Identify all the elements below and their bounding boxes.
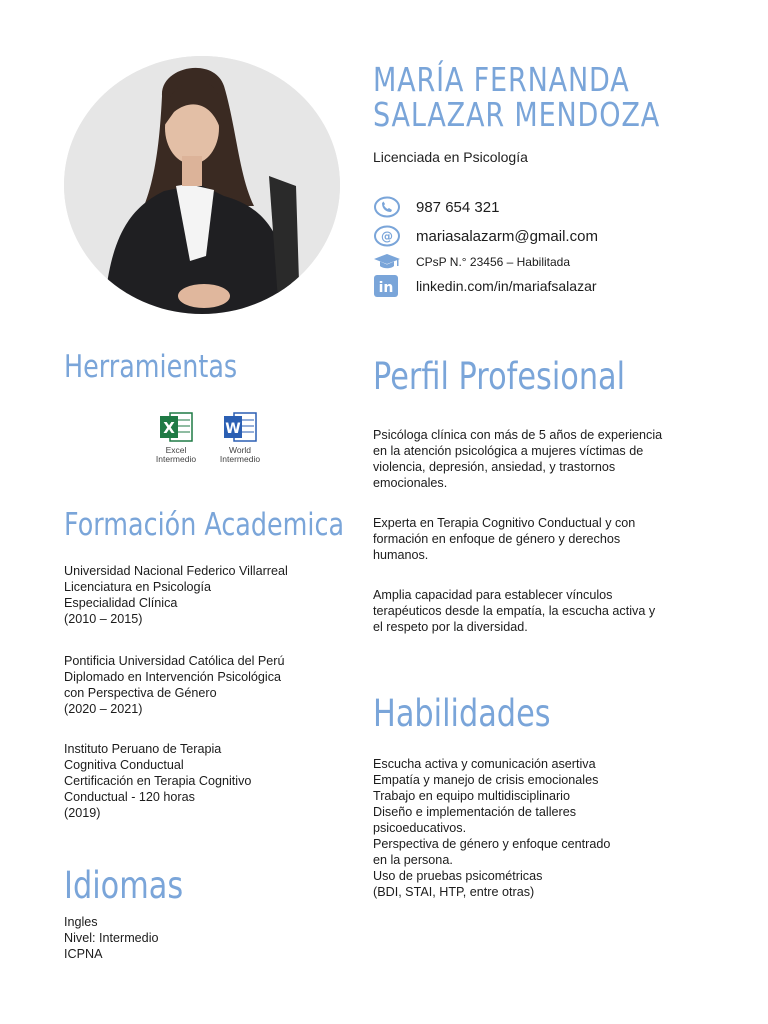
profile-paragraph-1: Psicóloga clínica con más de 5 años de experiencia en la atención psicológica a mujeres víctimas de violencia, depresión, ansiedad, y trastornos emocionales.: [373, 428, 663, 490]
skill-line: Escucha activa y comunicación asertiva: [373, 757, 596, 771]
tool-word: [212, 410, 268, 464]
phone-number: 987 654 321: [416, 198, 500, 216]
contact-license: [373, 251, 753, 273]
svg-text:W: W: [225, 421, 241, 437]
tools-list: [148, 410, 268, 464]
education-entry-3: Instituto Peruano de Terapia Cognitiva Conductual Certificación en Terapia Cognitivo Conductual - 120 horas (2019): [64, 742, 252, 820]
candidate-name: [373, 62, 685, 132]
profile-paragraph-2: Experta en Terapia Cognitivo Conductual y con formación en enfoque de género y derechos humanos.: [373, 516, 636, 562]
graduation-cap-icon: [373, 251, 403, 273]
languages-heading: Idiomas: [64, 864, 184, 907]
education-heading: Formación Academica: [64, 507, 345, 543]
linkedin-icon: [373, 275, 403, 297]
profile-paragraph-3: Amplia capacidad para establecer vínculos terapéuticos desde la empatía, la escucha activa y el respeto por la diversidad.: [373, 588, 656, 634]
license-number: CPsP N.° 23456 – Habilitada: [416, 255, 571, 269]
profile-photo: [64, 56, 340, 314]
svg-text:X: X: [163, 419, 175, 437]
languages-list: Ingles Nivel: Intermedio ICPNA: [64, 915, 159, 961]
profile-heading: Perfil Profesional: [373, 355, 626, 398]
skill-line: psicoeducativos.: [373, 821, 467, 835]
skill-line: Empatía y manejo de crisis emocionales: [373, 773, 599, 787]
linkedin-url: linkedin.com/in/mariafsalazar: [416, 278, 597, 294]
contact-linkedin[interactable]: [373, 275, 753, 297]
skill-line: Diseño e implementación de talleres: [373, 805, 577, 819]
phone-icon: [373, 196, 403, 218]
email-icon: [373, 225, 403, 247]
skill-line: en la persona.: [373, 853, 453, 867]
skill-line: Uso de pruebas psicométricas: [373, 869, 543, 883]
contact-phone[interactable]: [373, 196, 753, 218]
email-address: mariasalazarm@gmail.com: [416, 227, 598, 245]
tool-word-caption: World Intermedio: [219, 445, 261, 464]
skills-heading: Habilidades: [373, 692, 551, 735]
skill-line: Trabajo en equipo multidisciplinario: [373, 789, 570, 803]
job-title: Licenciada en Psicología: [373, 149, 528, 165]
svg-text:@: @: [381, 229, 393, 244]
tool-excel: [148, 410, 204, 464]
education-entry-1: Universidad Nacional Federico Villarreal Licenciatura en Psicología Especialidad Clínica (2010 – 2015): [64, 564, 288, 626]
word-icon: [220, 410, 260, 444]
excel-icon: [156, 410, 196, 444]
tool-excel-caption: Excel Intermedio: [155, 445, 197, 464]
contact-email[interactable]: [373, 225, 753, 247]
skill-line: Perspectiva de género y enfoque centrado: [373, 837, 611, 851]
name-line-2: SALAZAR MENDOZA: [373, 95, 661, 134]
skill-line: (BDI, STAI, HTP, entre otras): [373, 885, 535, 899]
skills-list: [373, 756, 610, 900]
svg-text:in: in: [378, 280, 394, 296]
name-line-1: MARÍA FERNANDA: [373, 60, 630, 99]
tools-heading: Herramientas: [64, 349, 238, 385]
education-entry-2: Pontificia Universidad Católica del Perú Diplomado en Intervención Psicológica con Perspectiva de Género (2020 – 2021): [64, 654, 285, 716]
